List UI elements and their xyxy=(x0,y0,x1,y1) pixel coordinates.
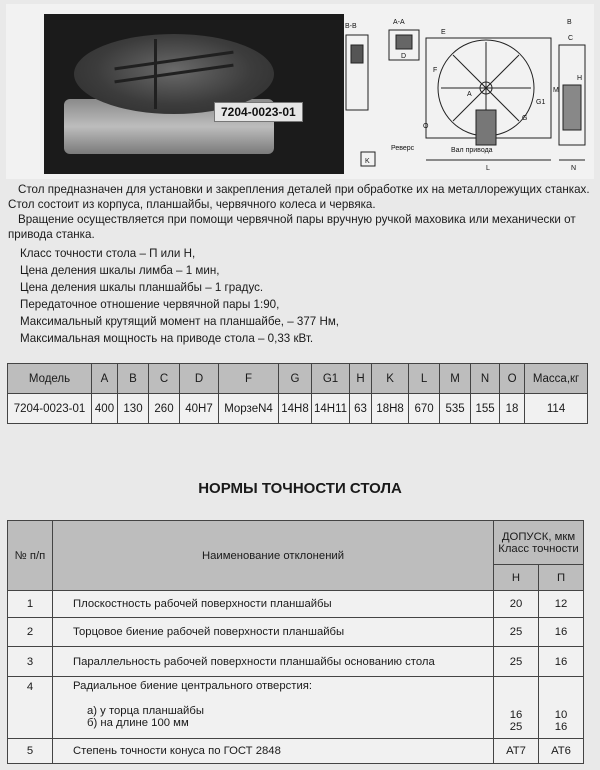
dims-cell: 535 xyxy=(440,394,471,424)
label-section-aa: А-А xyxy=(393,19,405,26)
label-g: G xyxy=(522,115,528,122)
label-o: O xyxy=(423,123,429,130)
dimensions-table xyxy=(7,363,588,424)
row-tol-n: 20 xyxy=(494,591,539,618)
label-drive-shaft: Вал привода xyxy=(451,147,493,154)
label-b: B xyxy=(567,19,572,26)
accuracy-header-row xyxy=(8,521,584,565)
table-row xyxy=(8,591,584,618)
dims-header-cell: F xyxy=(219,364,279,394)
spec-item: Передаточное отношение червячной пары 1:90, xyxy=(20,298,280,312)
dims-header-cell: D xyxy=(180,364,219,394)
dims-cell: 400 xyxy=(92,394,118,424)
rotary-table-photo xyxy=(44,14,344,174)
section-bb-slot xyxy=(351,45,363,63)
label-k: K xyxy=(365,158,370,165)
dims-cell: 114 xyxy=(525,394,588,424)
header-class-p: П xyxy=(539,565,584,591)
header-illustration xyxy=(6,4,594,179)
row-tol-n: АТ7 xyxy=(494,739,539,764)
table-row xyxy=(8,618,584,647)
spec-item: Класс точности стола – П или Н, xyxy=(20,247,196,260)
label-a: A xyxy=(467,91,472,98)
row-tol-p: АТ6 xyxy=(539,739,584,764)
description xyxy=(8,182,593,349)
row-tol-p: 16 xyxy=(539,647,584,677)
row-number: 2 xyxy=(8,618,53,647)
row-name: Радиальное биение центрального отверстия: xyxy=(73,680,313,692)
spec-list xyxy=(20,246,593,347)
model-label: 7204-0023-01 xyxy=(214,102,303,122)
row-number: 3 xyxy=(8,647,53,677)
dims-header-cell: A xyxy=(92,364,118,394)
row-tol-p: 12 xyxy=(539,591,584,618)
row-subitem-b: б) на длине 100 мм xyxy=(87,717,189,729)
dims-cell: 18Н8 xyxy=(372,394,409,424)
dims-header-cell: G1 xyxy=(312,364,350,394)
row-name: Параллельность рабочей поверхности планшайбы основанию стола xyxy=(53,647,494,677)
dims-cell: 18 xyxy=(500,394,525,424)
dimensions-header-row xyxy=(8,364,588,394)
row-name: Плоскостность рабочей поверхности планшайбы xyxy=(53,591,494,618)
worm-housing xyxy=(476,110,496,145)
dims-header-cell: C xyxy=(149,364,180,394)
section-aa-slot xyxy=(396,35,412,49)
spec-item: Цена деления шкалы планшайбы – 1 градус. xyxy=(20,281,264,295)
row-tol-p-a: 10 xyxy=(554,709,568,721)
row-number: 4 xyxy=(8,677,53,739)
header-number: № п/п xyxy=(8,521,53,591)
spec-item: Максимальный крутящий момент на планшайбе, – 377 Нм, xyxy=(20,315,340,329)
dimensions-data-row xyxy=(8,394,588,424)
dims-header-cell: Модель xyxy=(8,364,92,394)
header-deviation-name: Наименование отклонений xyxy=(53,521,494,591)
header-class-n: Н xyxy=(494,565,539,591)
table-row xyxy=(8,739,584,764)
accuracy-table xyxy=(7,520,584,764)
row-tol-n-cell xyxy=(494,677,539,739)
row-tol-p-b: 16 xyxy=(554,721,568,733)
dims-cell: 155 xyxy=(471,394,500,424)
dims-cell: 260 xyxy=(149,394,180,424)
label-h: H xyxy=(577,75,583,82)
header-tolerance: ДОПУСК, мкм Класс точности xyxy=(494,521,584,565)
label-l: L xyxy=(486,165,490,172)
dims-header-cell: K xyxy=(372,364,409,394)
dims-header-cell: M xyxy=(440,364,471,394)
row-name: Степень точности конуса по ГОСТ 2848 xyxy=(53,739,494,764)
norms-title: НОРМЫ ТОЧНОСТИ СТОЛА xyxy=(198,480,402,497)
row-tol-n: 25 xyxy=(494,647,539,677)
technical-drawing xyxy=(341,10,591,175)
dims-cell: 670 xyxy=(409,394,440,424)
spec-item: Максимальная мощность на приводе стола – 0,33 кВт. xyxy=(20,332,314,346)
dims-cell: 130 xyxy=(118,394,149,424)
row-tol-n-b: 25 xyxy=(509,721,523,733)
side-view-body xyxy=(563,85,581,130)
label-n: N xyxy=(571,165,577,172)
label-reverse: Реверс xyxy=(391,145,415,152)
dims-cell: 14Н8 xyxy=(279,394,312,424)
label-f: F xyxy=(433,67,438,74)
label-section-bb: В-В xyxy=(345,23,357,30)
row-tol-p: 16 xyxy=(539,618,584,647)
dims-header-cell: Масса,кг xyxy=(525,364,588,394)
dims-cell: 63 xyxy=(350,394,372,424)
description-paragraph-2: Вращение осуществляется при помощи червячной пары вручную ручкой маховика или механически от привода станка. xyxy=(8,213,576,241)
label-m: M xyxy=(553,87,559,94)
row-number: 5 xyxy=(8,739,53,764)
photo-t-slot xyxy=(154,39,157,109)
dims-header-cell: L xyxy=(409,364,440,394)
row-tol-n: 25 xyxy=(494,618,539,647)
label-c: C xyxy=(568,35,574,42)
dims-header-cell: O xyxy=(500,364,525,394)
label-e: E xyxy=(441,29,446,36)
table-row xyxy=(8,647,584,677)
row-tol-n-a: 16 xyxy=(509,709,523,721)
dims-cell: МорзеN4 xyxy=(219,394,279,424)
dims-header-cell: N xyxy=(471,364,500,394)
row-number: 1 xyxy=(8,591,53,618)
dims-header-cell: H xyxy=(350,364,372,394)
row-name-cell xyxy=(53,677,494,739)
label-d: D xyxy=(401,53,407,60)
dims-cell: 40Н7 xyxy=(180,394,219,424)
spec-item: Цена деления шкалы лимба – 1 мин, xyxy=(20,264,220,278)
label-g1: G1 xyxy=(536,99,546,106)
dims-cell: 14Н11 xyxy=(312,394,350,424)
row-subitem-a: а) у торца планшайбы xyxy=(87,705,204,717)
row-tol-p-cell xyxy=(539,677,584,739)
dims-header-cell: B xyxy=(118,364,149,394)
description-paragraph-1: Стол предназначен для установки и закрепления деталей при обработке их на металлорежущих станках. Стол состоит из корпуса, планшайбы, червячного колеса и червяка. xyxy=(8,183,590,211)
dims-header-cell: G xyxy=(279,364,312,394)
dims-cell: 7204-0023-01 xyxy=(8,394,92,424)
row-name: Торцовое биение рабочей поверхности планшайбы xyxy=(53,618,494,647)
table-row xyxy=(8,677,584,739)
